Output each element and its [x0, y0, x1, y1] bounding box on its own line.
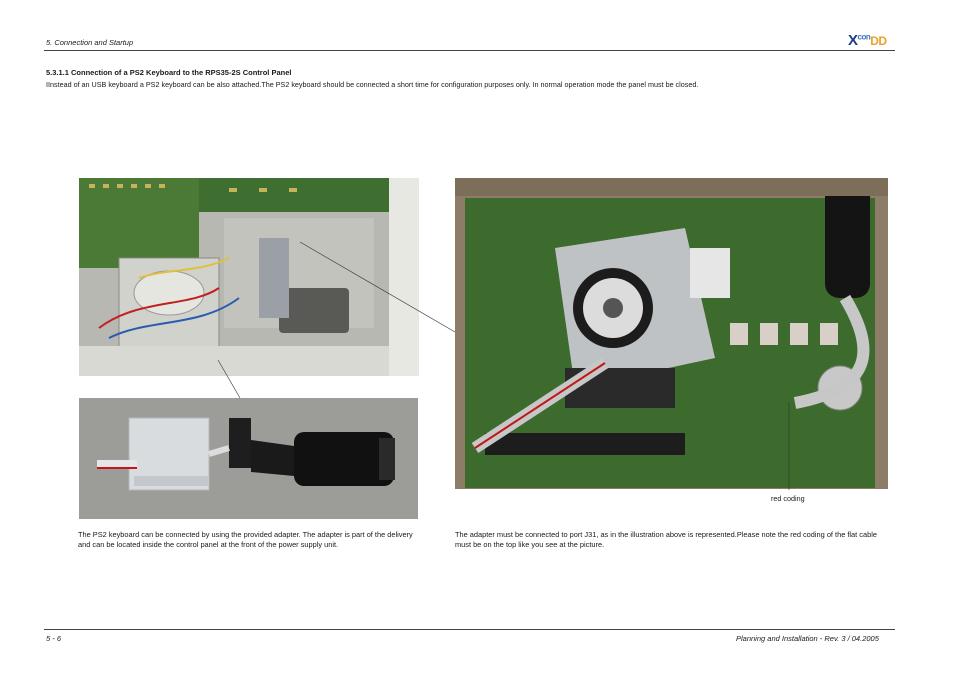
section-intro: IInstead of an USB keyboard a PS2 keyboard can be also attached.The PS2 keyboard should be connected a short time for configuration purposes only. In normal operation mode the panel must be closed. [46, 80, 699, 89]
footer-divider [44, 629, 895, 630]
section-title: 5.3.1.1 Connection of a PS2 Keyboard to the RPS35-2S Control Panel [46, 68, 292, 77]
caption-left: The PS2 keyboard can be connected by using the provided adapter. The adapter is part of the delivery and can be located inside the control panel at the front of the power supply unit. [78, 530, 413, 549]
document-revision: Planning and Installation - Rev. 3 / 04.2005 [736, 634, 879, 643]
header-chapter: 5. Connection and Startup [46, 38, 134, 47]
caption-right: The adapter must be connected to port J31, as in the illustration above is represented.Please note the red coding of the flat cable must be on the top like you see at the picture. [455, 530, 877, 549]
red-coding-label: red coding [771, 494, 805, 503]
page-number: 5 - 6 [46, 634, 62, 643]
xcondd-logo: $X^{con}DD$ [848, 32, 887, 49]
